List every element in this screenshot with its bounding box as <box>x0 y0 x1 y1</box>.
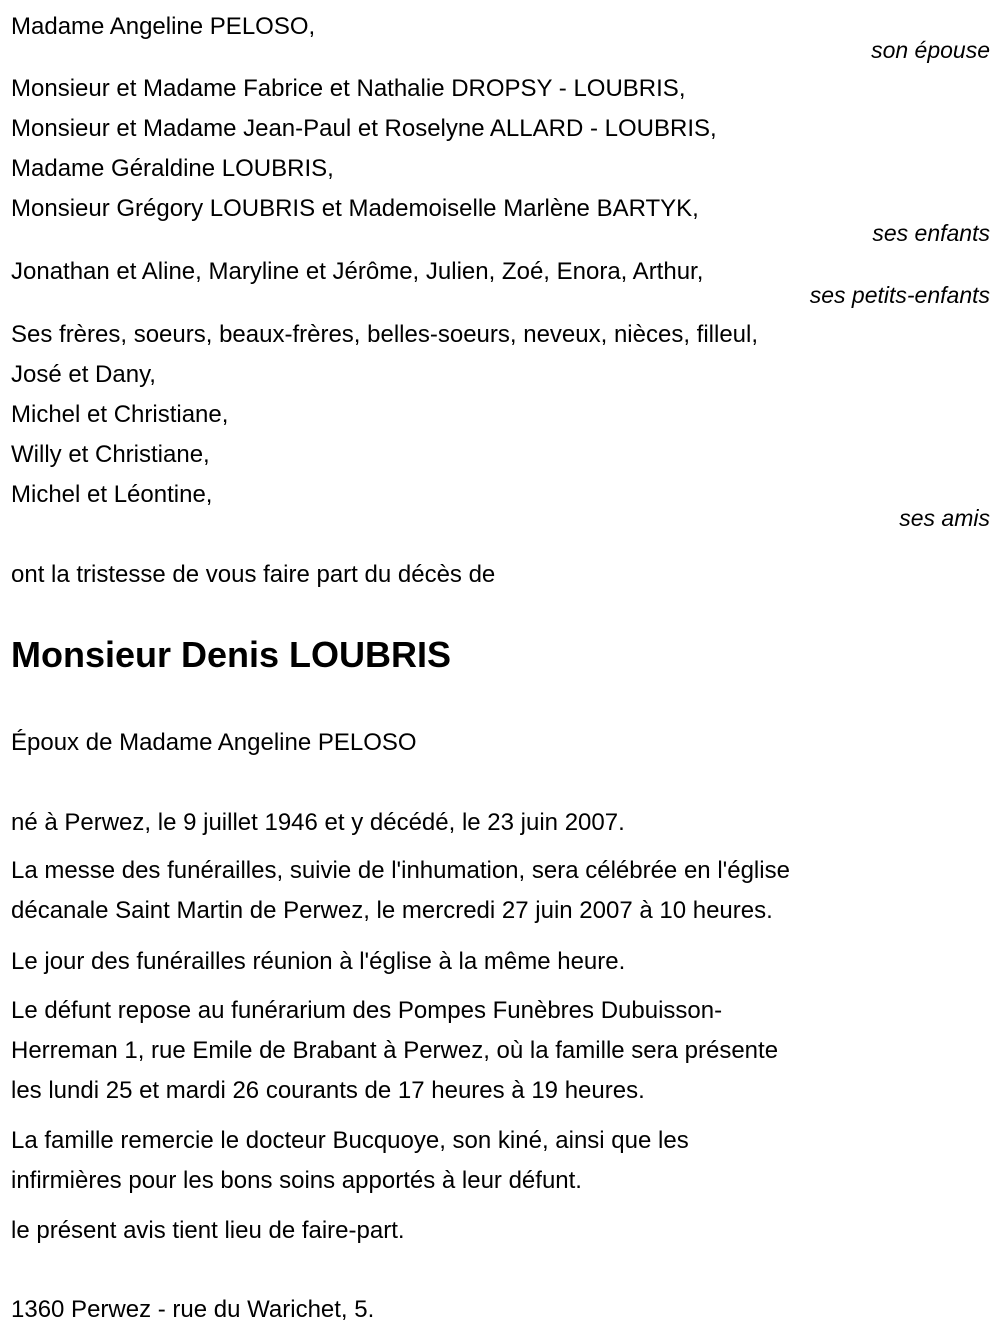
role-grandchildren: ses petits-enfants <box>809 282 990 308</box>
body-line: Le jour des funérailles réunion à l'église à la même heure. <box>11 948 626 975</box>
body-line: Herreman 1, rue Emile de Brabant à Perwez, où la famille sera présente <box>11 1037 779 1064</box>
child-line: Monsieur et Madame Fabrice et Nathalie DROPSY - LOUBRIS, <box>11 75 686 102</box>
body-line: La famille remercie le docteur Bucquoye, son kiné, ainsi que les <box>11 1127 689 1154</box>
friends-line: José et Dany, <box>11 361 156 388</box>
friends-line: Michel et Léontine, <box>11 481 213 508</box>
body-line: décanale Saint Martin de Perwez, le mercredi 27 juin 2007 à 10 heures. <box>11 897 773 924</box>
body-line: La messe des funérailles, suivie de l'inhumation, sera célébrée en l'église <box>11 857 790 884</box>
friends-line: Willy et Christiane, <box>11 441 210 468</box>
role-friends: ses amis <box>899 505 990 531</box>
role-spouse: son épouse <box>871 37 990 63</box>
grandchildren-line: Jonathan et Aline, Maryline et Jérôme, Julien, Zoé, Enora, Arthur, <box>11 258 704 285</box>
address: 1360 Perwez - rue du Warichet, 5. <box>11 1296 375 1323</box>
spouse-line: Madame Angeline PELOSO, <box>11 13 316 40</box>
child-line: Monsieur et Madame Jean-Paul et Roselyne ALLARD - LOUBRIS, <box>11 115 717 142</box>
deceased-name: Monsieur Denis LOUBRIS <box>11 634 452 675</box>
body-line: le présent avis tient lieu de faire-part. <box>11 1217 405 1244</box>
friends-line: Michel et Christiane, <box>11 401 229 428</box>
child-line: Monsieur Grégory LOUBRIS et Mademoiselle Marlène BARTYK, <box>11 195 699 222</box>
body-line: infirmières pour les bons soins apportés à leur défunt. <box>11 1167 582 1194</box>
body-line: les lundi 25 et mardi 26 courants de 17 heures à 19 heures. <box>11 1077 645 1104</box>
spouse-of: Époux de Madame Angeline PELOSO <box>11 729 417 756</box>
body-line: né à Perwez, le 9 juillet 1946 et y décédé, le 23 juin 2007. <box>11 809 625 836</box>
announcement: ont la tristesse de vous faire part du décès de <box>11 561 496 588</box>
friends-line: Ses frères, soeurs, beaux-frères, belles-soeurs, neveux, nièces, filleul, <box>11 321 759 348</box>
body-line: Le défunt repose au funérarium des Pompes Funèbres Dubuisson- <box>11 997 723 1024</box>
child-line: Madame Géraldine LOUBRIS, <box>11 155 334 182</box>
role-children: ses enfants <box>872 220 990 246</box>
